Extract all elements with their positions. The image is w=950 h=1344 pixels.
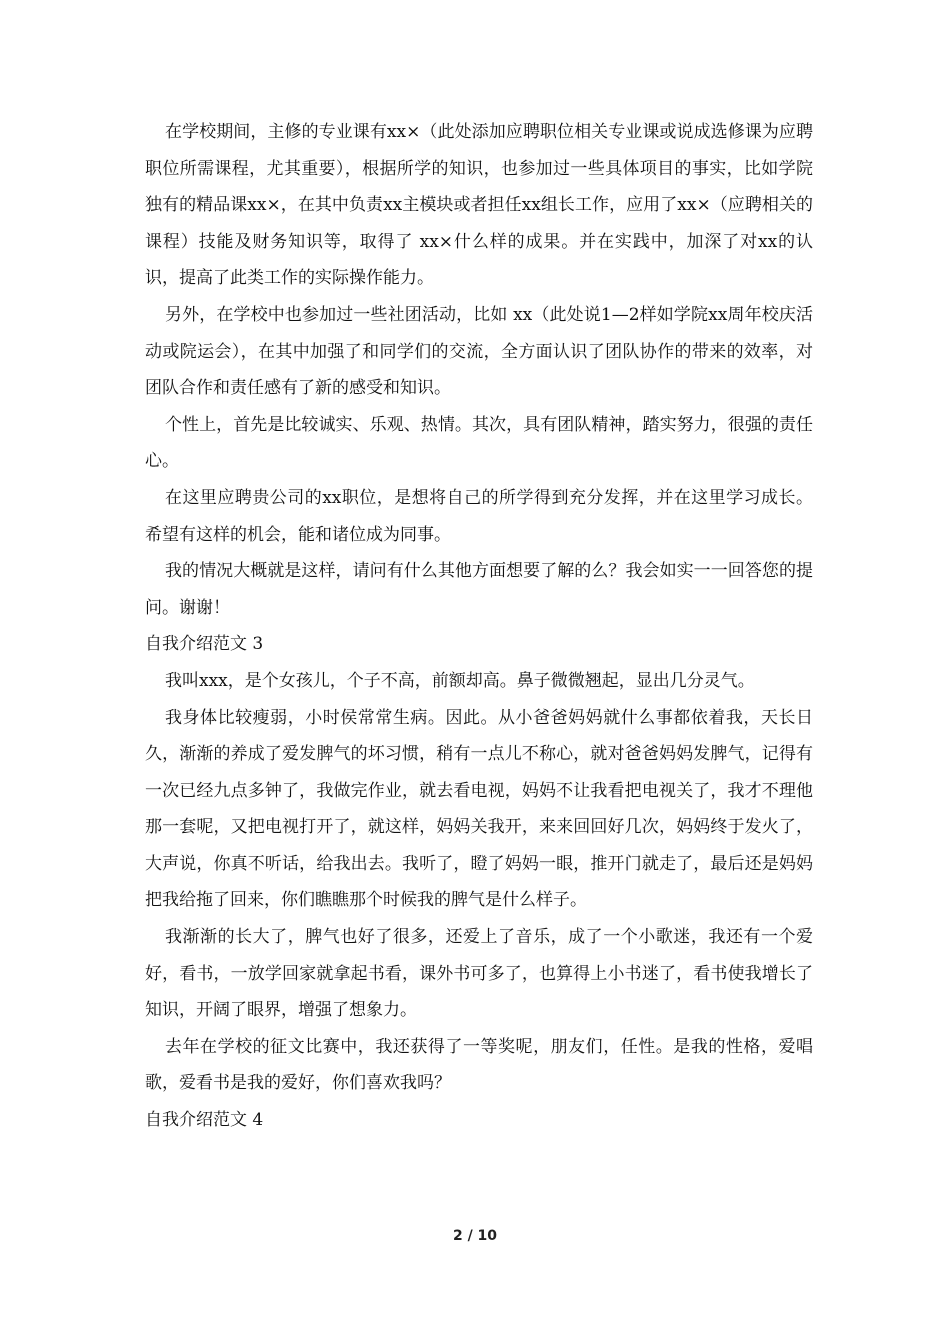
- paragraph-study-courses: 在学校期间，主修的专业课有xx×（此处添加应聘职位相关专业课或说成选修课为应聘职位所需课程，尤其重要），根据所学的知识，也参加过一些具体项目的事实，比如学院独有的精品课xx×，在其中负责xx主模块或者担任xx组长工作，应用了xx×（应聘相关的课程）技能及财务知识等，取得了 xx×什么样的成果。并在实践中，加深了对xx的认识，提高了此类工作的实际操作能力。: [145, 122, 813, 289]
- paragraph-essay-award: 去年在学校的征文比赛中，我还获得了一等奖呢，朋友们，任性。是我的性格，爱唱歌，爱看书是我的爱好，你们喜欢我吗？: [145, 1036, 813, 1094]
- document-body: [145, 114, 813, 1139]
- section-heading-sample-4: 自我介绍范文 4: [145, 1110, 264, 1131]
- paragraph-self-description: 我叫xxx，是个女孩儿，个子不高，前额却高。鼻子微微翘起，显出几分灵气。: [165, 670, 755, 691]
- paragraph-club-activities: 另外，在学校中也参加过一些社团活动，比如 xx（此处说1—2样如学院xx周年校庆活动或院运会），在其中加强了和同学们的交流，全方面认识了团队协作的带来的效率，对团队合作和责任感有了新的感受和知识。: [145, 304, 813, 399]
- paragraph-application-goal: 在这里应聘贵公司的xx职位，是想将自己的所学得到充分发挥，并在这里学习成长。希望有这样的机会，能和诸位成为同事。: [145, 487, 813, 545]
- paragraph-hobbies: 我渐渐的长大了，脾气也好了很多，还爱上了音乐，成了一个小歌迷，我还有一个爱好，看书，一放学回家就拿起书看，课外书可多了，也算得上小书迷了，看书使我增长了知识，开阔了眼界，增强了想象力。: [145, 927, 813, 1021]
- section-heading-sample-3: 自我介绍范文 3: [145, 634, 264, 655]
- paragraph-personality: 个性上，首先是比较诚实、乐观、热情。其次，具有团队精神，踏实努力，很强的责任心。: [145, 414, 813, 472]
- paragraph-closing-question: 我的情况大概就是这样，请问有什么其他方面想要了解的么？我会如实一一回答您的提问。谢谢！: [145, 561, 813, 618]
- page-number: 2 / 10: [452, 1228, 498, 1244]
- paragraph-childhood-temper: 我身体比较瘦弱，小时侯常常生病。因此。从小爸爸妈妈就什么事都依着我，天长日久，渐渐的养成了爱发脾气的坏习惯，稍有一点儿不称心，就对爸爸妈妈发脾气，记得有一次已经九点多钟了，我做完作业，就去看电视，妈妈不让我看把电视关了，我才不理他那一套呢，又把电视打开了，就这样，妈妈关我开，来来回回好几次，妈妈终于发火了，大声说，你真不听话，给我出去。我听了，瞪了妈妈一眼，推开门就走了，最后还是妈妈把我给拖了回来，你们瞧瞧那个时候我的脾气是什么样子。: [145, 707, 813, 911]
